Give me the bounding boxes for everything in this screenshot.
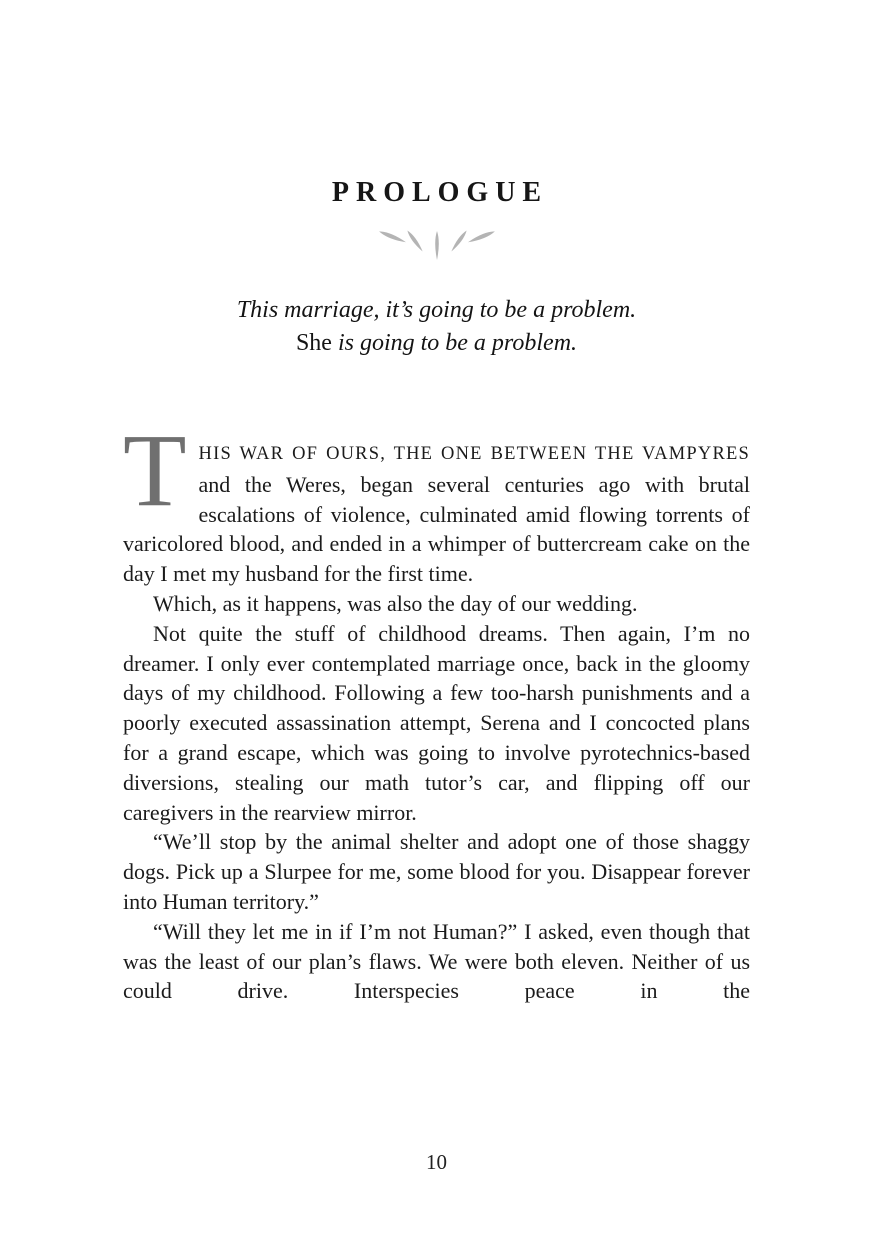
small-caps-lead: HIS WAR OF OURS, THE ONE BETWEEN THE VAMPYRES — [198, 444, 750, 464]
paragraph: Which, as it happens, was also the day of our wedding. — [153, 590, 638, 616]
epigraph-line-1: This marriage, it’s going to be a problem. — [236, 297, 637, 323]
leaf-spray-ornament-icon — [123, 222, 750, 264]
paragraph: “We’ll stop by the animal shelter and adopt one of those shaggy dogs. Pick up a Slurpee for me, some blood for you. Disappear forever into Human territory.” — [123, 829, 750, 914]
paragraph-text: and the Weres, began several centuries ago with brutal escalations of violence, culminated amid flowing torrents of varicolored blood, and ended in a whimper of buttercream cake on the day I met my husband for the first time. — [123, 471, 750, 587]
page-number: 10 — [426, 1150, 447, 1174]
paragraph: Not quite the stuff of childhood dreams. Then again, I’m no dreamer. I only ever contemplated marriage once, back in the gloomy days of my childhood. Following a few too-harsh punishments and a poorly executed assassination attempt, Serena and I concocted plans for a grand escape, which was going to involve pyrotechnics-based diversions, stealing our math tutor’s car, and flipping off our caregivers in the rearview mirror. — [123, 620, 750, 825]
epigraph-line-2: She is going to be a problem. — [295, 330, 578, 356]
paragraph-opening — [123, 413, 750, 589]
chapter-title: PROLOGUE — [331, 177, 549, 208]
paragraph: “Will they let me in if I’m not Human?” I asked, even though that was the least of our plan’s flaws. We were both eleven. Neither of us could drive. Interspecies peace in the — [123, 918, 750, 1004]
body-text — [123, 413, 750, 1006]
epigraph — [123, 294, 750, 360]
drop-cap: T — [123, 413, 187, 528]
